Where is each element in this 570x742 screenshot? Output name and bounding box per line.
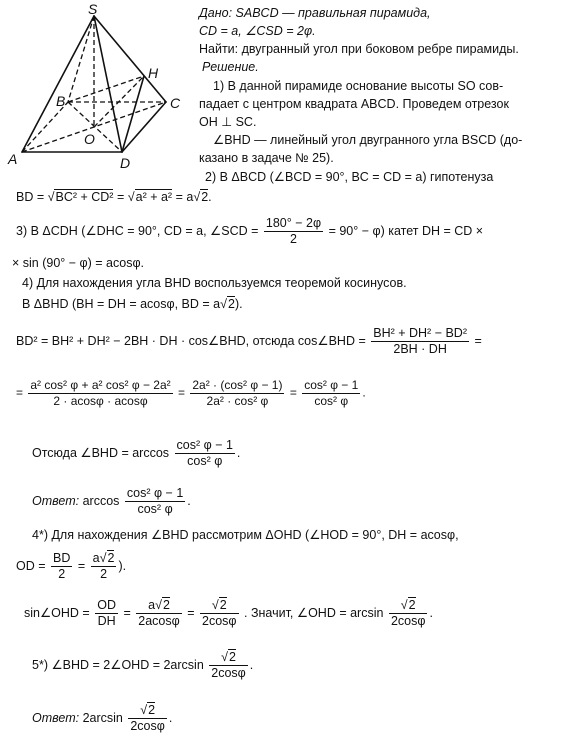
step4star-end: .	[429, 605, 433, 620]
step4-f3num: 2a² · (cos² φ − 1)	[192, 378, 283, 392]
step4star-f3den: DH	[95, 613, 118, 629]
step4-f1num: BH² + DH² − BD²	[373, 326, 467, 340]
step4star-f5num-r: 2	[219, 598, 227, 612]
step4-f1den: 2BH · DH	[371, 341, 469, 357]
step4-f6den: cos² φ	[125, 501, 185, 517]
step4-f3den: 2a² · cos² φ	[190, 393, 284, 409]
step4-l4lead: =	[16, 385, 24, 400]
step5star-answer-pre: 2arcsin	[82, 710, 123, 725]
edge-SD	[94, 16, 122, 152]
step3-line1	[16, 216, 483, 247]
label-B: B	[56, 93, 66, 109]
step4star-eq: =	[77, 558, 86, 573]
step5star-answer-label: Ответ:	[32, 710, 80, 725]
step2-bd-formula: BD = √BC² + CD² = √a² + a² = a√2.	[16, 190, 212, 204]
label-S: S	[88, 2, 98, 17]
step4star-eq2: =	[123, 605, 131, 620]
step4star-fraction6	[389, 598, 428, 629]
step4star-f1num: BD	[53, 551, 71, 565]
step4-f2den: 2 · acosφ · acosφ	[28, 393, 172, 409]
step5star-end: .	[249, 657, 254, 672]
step4-l5end: .	[236, 445, 241, 460]
step4-f2num: a² cos² φ + a² cos² φ − 2a²	[30, 378, 171, 392]
step4-f5num: cos² φ − 1	[176, 438, 233, 452]
step4star-sin-pre: sin∠OHD =	[24, 605, 90, 620]
step4star-f2den: 2	[91, 566, 117, 582]
solution-heading: Решение.	[202, 60, 259, 74]
segment-BH	[68, 76, 144, 102]
step4star-f1den: 2	[51, 566, 72, 582]
step2-radicand3: 2	[201, 190, 209, 204]
step4star-f2num-r: 2	[107, 551, 115, 565]
step4-eqB: =	[289, 385, 297, 400]
step4star-f3num: OD	[97, 598, 116, 612]
step4star-f4num-r: 2	[162, 598, 170, 612]
step5star-fraction2	[128, 703, 167, 734]
step4star-line1: 4*) Для нахождения ∠BHD рассмотрим ΔOHD (∠HOD = 90°, DH = acosφ,	[32, 528, 459, 542]
step4-line3	[16, 326, 482, 357]
edge-SC	[94, 16, 166, 102]
step4star-f6num: √2	[400, 598, 416, 612]
step4-f6num: cos² φ − 1	[126, 486, 184, 500]
step3-den: 2	[264, 231, 323, 247]
given-line: Дано: SABCD — правильная пирамида,	[199, 6, 431, 20]
step2-bd-lhs: BD =	[16, 190, 45, 204]
step4-line5	[32, 438, 240, 469]
label-D: D	[120, 155, 131, 171]
step3-num: 180° − 2φ	[265, 216, 322, 230]
step4star-f5den: 2cosφ	[202, 614, 237, 628]
find-line: Найти: двугранный угол при боковом ребре пирамиды.	[199, 42, 519, 56]
step5star-answer-end: .	[168, 710, 173, 725]
step4-answer-pre: arccos	[82, 493, 120, 508]
step4-answer-end: .	[187, 493, 191, 508]
step4-fraction3	[190, 378, 284, 409]
step4star-od-end: ).	[118, 558, 127, 573]
step4star-line3	[24, 598, 433, 629]
step4-f4num: cos² φ − 1	[304, 378, 359, 392]
step2-line1: 2) В ΔBCD (∠BCD = 90°, BC = CD = a) гипотенуза	[205, 170, 494, 184]
step4star-fraction1	[51, 551, 72, 582]
label-H: H	[148, 65, 159, 81]
step3-line2: × sin (90° − φ) = acosφ.	[12, 256, 145, 270]
given-values: CD = a, ∠CSD = 2φ.	[199, 24, 316, 38]
step5star-pre: 5*) ∠BHD = 2∠OHD = 2arcsin	[32, 657, 204, 672]
step4-fraction6	[125, 486, 185, 517]
step4star-mid: . Значит, ∠OHD = arcsin	[244, 605, 384, 620]
step5star-f1num-r: 2	[228, 650, 236, 664]
step4-line2: В ΔBHD (BH = DH = acosφ, BD = a√2).	[22, 297, 243, 311]
step5star-f2num-r: 2	[148, 703, 156, 717]
step4star-fraction2	[91, 551, 117, 582]
step4-l2c: ).	[234, 297, 243, 311]
step4star-fraction5	[200, 598, 239, 629]
step5star-f2den: 2cosφ	[130, 719, 165, 733]
step4-answer	[32, 486, 191, 517]
step4-fraction5	[175, 438, 235, 469]
step4-l4end: .	[362, 385, 366, 400]
step1-line2: падает с центром квадрата ABCD. Проведем отрезок	[199, 97, 509, 111]
step4-f4den: cos² φ	[302, 393, 360, 409]
step2-eq1: =	[116, 190, 125, 204]
step4-fraction2	[28, 378, 172, 409]
step4star-f6den: 2cosφ	[390, 614, 426, 628]
step4-answer-label: Ответ:	[32, 493, 80, 508]
step4-f1eq: =	[474, 333, 482, 348]
step4-l2a: В ΔBHD (BH = DH = acosφ, BD = a	[22, 297, 221, 311]
step4star-fraction3	[95, 598, 118, 629]
step3-pre: 3) В ΔCDH (∠DHC = 90°, CD = a, ∠SCD =	[16, 223, 259, 238]
step5star-line1	[32, 650, 253, 681]
step5star-f2num: √2	[140, 703, 156, 717]
step4-l5pre: Отсюда ∠BHD = arccos	[32, 445, 170, 460]
step4star-f5num: √2	[211, 598, 227, 612]
step4star-f4num: a√2	[148, 598, 170, 612]
step4-fraction4	[302, 378, 360, 409]
step2-eq2: = a	[175, 190, 194, 204]
label-A: A	[8, 151, 18, 167]
step4star-f2num-a: a	[92, 551, 100, 565]
label-C: C	[170, 95, 181, 111]
step5star-answer	[32, 703, 172, 734]
step4-f5den: cos² φ	[175, 453, 235, 469]
step4-l3: BD² = BH² + DH² − 2BH · DH · cos∠BHD, отсюда cos∠BHD =	[16, 333, 366, 348]
step4star-f4den: 2acosφ	[138, 614, 180, 628]
step3-fraction	[264, 216, 323, 247]
step4star-od-pre: OD =	[16, 558, 46, 573]
pyramid-figure	[4, 2, 189, 172]
step4star-fraction4	[136, 598, 181, 629]
step1-line4: ∠BHD — линейный угол двугранного угла BSCD (до-	[213, 133, 523, 147]
label-O: O	[84, 131, 95, 147]
step1-line3: OH ⊥ SC.	[199, 115, 257, 129]
step5star-f1num: √2	[221, 650, 236, 664]
step1-line5: казано в задаче № 25).	[199, 151, 334, 165]
step4star-f4num-a: a	[148, 598, 156, 612]
step4star-line2	[16, 551, 126, 582]
step4star-f2num: a√2	[92, 551, 115, 565]
step4-l2b: 2	[228, 297, 235, 311]
step2-radicand2: a² + a²	[135, 190, 173, 204]
step4-eqA: =	[177, 385, 185, 400]
step4-fraction1	[371, 326, 469, 357]
step2-radicand1: BC² + CD²	[55, 190, 114, 204]
step1-line1: 1) В данной пирамиде основание высоты SO сов-	[213, 79, 504, 93]
step4star-f6num-r: 2	[408, 598, 416, 612]
step2-end: .	[208, 190, 212, 204]
step5star-fraction1	[209, 650, 248, 681]
step3-post: = 90° − φ) катет DH = CD ×	[328, 223, 484, 238]
step5star-f1den: 2cosφ	[211, 666, 246, 680]
step4-line1: 4) Для нахождения угла BHD воспользуемся теоремой косинусов.	[22, 276, 407, 290]
step4-line4	[16, 378, 366, 409]
step4star-eq3: =	[187, 605, 195, 620]
